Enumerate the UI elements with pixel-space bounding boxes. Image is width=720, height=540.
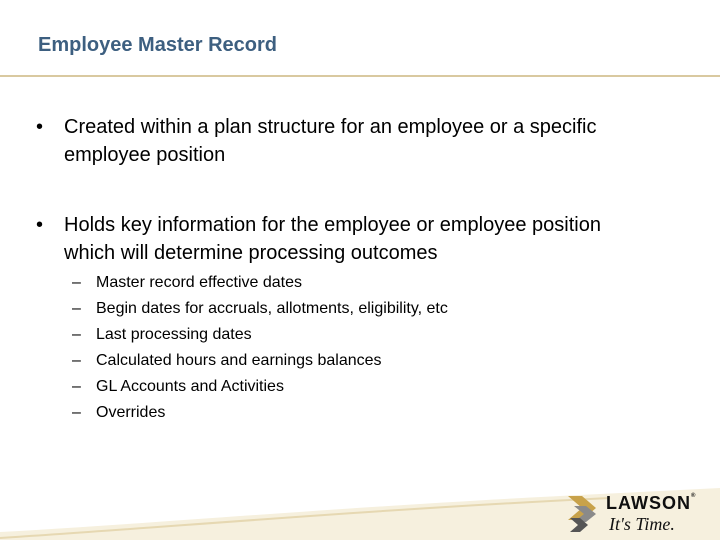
sub-bullet-text: Begin dates for accruals, allotments, eligibility, etc: [96, 300, 448, 317]
sub-bullet-item: [72, 296, 632, 322]
sub-bullet-item: [72, 348, 632, 374]
title-divider: [0, 75, 720, 77]
sub-bullet-text: Last processing dates: [96, 326, 252, 343]
bullet-item: [36, 211, 636, 267]
bullet-marker: •: [36, 214, 44, 236]
bullet-text: Created within a plan structure for an employee or a specific employee position: [64, 116, 597, 166]
slide-title: Employee Master Record: [38, 34, 277, 56]
sub-bullet-marker: –: [72, 300, 81, 317]
sub-bullet-marker: –: [72, 274, 81, 291]
sub-bullet-marker: –: [72, 378, 81, 395]
lawson-logo: [566, 492, 716, 538]
bullet-text: Holds key information for the employee or employee position which will determine processing outcomes: [64, 214, 601, 264]
sub-bullet-marker: –: [72, 404, 81, 421]
bullet-marker: •: [36, 116, 44, 138]
bullet-item: [36, 113, 636, 169]
sub-bullet-item: [72, 374, 632, 400]
sub-bullet-text: GL Accounts and Activities: [96, 378, 284, 395]
sub-bullet-marker: –: [72, 352, 81, 369]
sub-bullet-text: Overrides: [96, 404, 166, 421]
logo-tagline: It's Time.: [609, 514, 675, 534]
sub-bullet-item: [72, 322, 632, 348]
lawson-chevron-icon: [566, 492, 604, 532]
sub-bullet-item: [72, 270, 632, 296]
sub-bullet-text: Calculated hours and earnings balances: [96, 352, 382, 369]
sub-bullet-marker: –: [72, 326, 81, 343]
sub-bullet-item: [72, 400, 632, 426]
logo-wordmark: LAWSON®: [606, 493, 697, 513]
sub-bullet-text: Master record effective dates: [96, 274, 303, 291]
